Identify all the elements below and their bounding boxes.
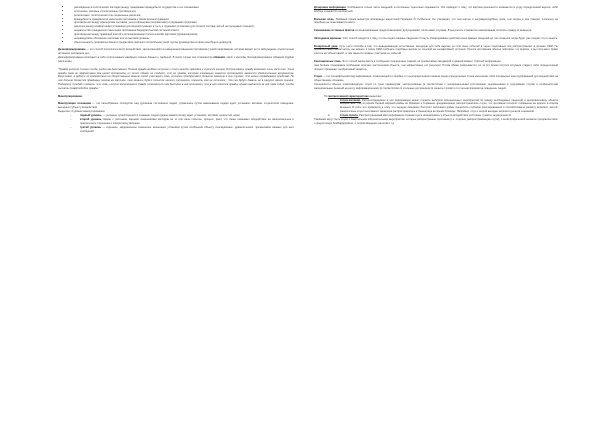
numbered-list [314, 99, 558, 118]
effect-paragraph: Чем больше содержание сообщения отвечает настроениям объекта, тем эффективнее его результат. Потом обман раскрывается, но за это время острота ситуации стадиет, либо определенный процесс принимает необратимый характер. [314, 63, 558, 71]
dosage-paragraph: Дозировка информации. Сообщаются только часть сведений, а остальные тщательно скрываются. Это приводит к тому, что картина реальности искажается в угоду определенной версии, либо вообще становится непонятной. [314, 6, 559, 13]
disinformation-definition: Дезинформирование — это способ психологического воздействия, заключающийся в намеренном введении противника (чужой информации, которая вводит его в заблуждение относительно истинного положения дел. [58, 48, 294, 56]
bullet-item: ■ обеспеченность продовольствием и предметами широкого потребления узкой группы руководства на фоне всеобщего дефицита. [58, 41, 294, 45]
bullet-item: ■ противоречия между офицерским составом, унтер-офицерами (сержантами) и рядовыми солдатами; [58, 21, 294, 25]
bullet-item: ■ недовольство гражданского населения противника бюрократической системой власти; [58, 29, 294, 33]
term-bold: Запоздание времени. [314, 36, 342, 40]
term-bold: Манипуляция сознанием [58, 102, 91, 106]
numbered-item: 1. Слухи-желания. Распространяемые в них информации может служить выбором определенных мероприятий по поводу необходимых сведений и дезорганизовать объекта воздействия. Так, во время Первой мировой войны во Франции и Германии преднамеренно распространялись слухи, что противник потерпит поражение на фронте в скором времени. В итоге это приводило к тому, что нередко ожидание быстрого окончания войны сменялось глубоким разочарованием и способствовало развалу воинских частей. Аналогичные слухи негативного характера распространялись в Ленинграде во время блокады. Например, слух о скорой высадке морского десанта союзников. [328, 98, 558, 114]
term-bold: Слухи [314, 75, 323, 79]
delay-paragraph: Запоздание времени. Этот способ сводится к тому, что бы подать важные сведения оттянуть обнародование действительно важных сведений до того момента, когда будет уже поздно что-то менять. [314, 36, 559, 40]
rumors-definition: Слухи — это специфический вид информации, позволяющей в стихийно и с неупорядоченного канала среди определенных слоев населения, либо специально конструированной для воздействия на общественное сознание. [314, 75, 558, 83]
levels-list [58, 114, 294, 133]
level-item: – второй уровень связан с частными, малыми изменениями взглядов на то или иное событие, процесс, факт, что также оказывает воздействие на эмоциональное и практическое отношение к конкретному явлению; [70, 117, 295, 125]
term-bold: Дезинформирование [58, 48, 86, 52]
term-bold: обманом [213, 56, 226, 60]
closing-paragraph: Таковыми могут быть слухи о смертельном оборонительном мероприятии, которые распространяет противник (т.е. сторона, распространяющая слухи), о катастрофической нехватке продовольствия, о предстоящих бомбардировках, о скором введении налогов и т.д. [314, 117, 558, 125]
manipulation-definition: Манипуляция сознанием — это своеобразное господство над духовным состоянием людей, управление путём навязывания людям идей, установок, мотивов, стереотипов поведения, выгодных субъекту воздействия. [58, 102, 294, 110]
backlash-paragraph: Возвратный удар. Суть этого способа в том, что выведывающие естественно, выгодную для себя версию тех или иных событий в через подставных лиц распространяют в органах СМИ. Не проявляя свою причастность, вы можете в своих СМИ сообщать подобные версии со ссылкой на 'независимый' источник. Пресса противника обычно повторяет эту версию, и вы получаете право считать её 'объективной', в чём имеются прямые участники ее событий. [314, 44, 558, 56]
numbered-item: 2. Слухи-пугала. Распространяемая ими информация отражает цель инициировать у объекта воздействия состояние тревоги, неуверенности. [328, 114, 512, 118]
bullet-item: ■ этнические, расовые и религиозные противоречия; [58, 10, 294, 14]
term-bold: Смешивание истинных фактов [314, 29, 355, 33]
expressive-heading: По экспрессивной характеристике выделяют: [324, 94, 383, 98]
section-heading: Манипулирование. [58, 94, 83, 98]
levels-intro: Выделяют 3 уровня манипулирования: [58, 110, 106, 114]
bullet-list [58, 6, 294, 45]
bullet-item: ■ враждебность гражданского населения противника к своим военнослужащим; [58, 18, 294, 22]
term-bold: Большая ложь. [314, 17, 335, 21]
sensational-lie-paragraph: Сенсационные ложь. Этот способ заключается в сообщении сенсационно ложной, но чрезвычайно ожидаемой и данный момент 'горячей' информации. [314, 60, 502, 64]
term-bold: Дозировка информации. [314, 6, 347, 9]
bullet-item: ■ религиозные, политические или социальные различия; [58, 14, 294, 18]
level-item: – первый уровень — усиление существующих в сознании людей нужных манипулятору идей, установок, мотивов, ценностей, норм; [70, 114, 241, 118]
right-page [314, 6, 558, 126]
deception-paragraph: Дезинформирование включает в себя использование введения ложных данных и сведений. В этом случае оно становится обманом. Цели и методы дезинформирования обманом трудно различимы. [58, 56, 294, 64]
bullet-item: ■ неправедливое обложение налогами или их высокий уровень; [58, 37, 294, 41]
left-page [58, 6, 294, 133]
bullet-item: ■ различия между комфортными условиями для военнослужащих в тылу и трудными условиями для личного состава частей на передовых позициях; [58, 25, 294, 29]
classification-paragraph: Специалисты обычно классифицируют слухи по трем параметрам: экспрессивным (в соответствии с эмоциональными состояниями, выраженными в содержании слухов и особенностями эмоциональных реакций на него), информационному (в соответствии со степенью достоверности сюжета слухов) и по степени влияния на поведение людей. [314, 83, 558, 91]
bullet-item: ■ противоречия между правящей элитой и оппозиционными политическими партиями (организациями); [58, 33, 294, 37]
quote-block: "Правда целиком только тогда, когда она действенна. Полная правда вообще штучное и почти всегда трагедия с хорошим концом. Использовать правду возможно лишь частично. Хотя правда сама не эффективна для целей пропаганды, из этого однако не следует, что не правда, которая изначально кажется пропагандой, является убедительным аргументом. Безусловно, в работе по воздействию на общественное мнение порой участвует ложь, которые приобретают большое значение в тех случаях, что целью оправдывает средство. Но чем больше делается правдивых мазков на картине, тем меньше будет попыток нашего оппонента, исказить сам ее источник... Они же будут давать ее в ракурсе своего мнения. Подчеркну: Следует сказать, что ложь, искусно вплетённая в правду, становится тем быстрее в неё проникнет, что в ней имеется правда, однако выдается за неё сама собой, чтобы сыскать правдоподобие правды." [58, 67, 294, 91]
term-bold: Возвратный удар. [314, 44, 339, 48]
mixing-facts-paragraph: Смешивание истинных фактов со всевозможными предположениями, допущениями, гипотезами, слухами. В результате становится невозможным отличить правду от вымысла. [314, 29, 533, 33]
term-bold: Сенсационные ложь. [314, 60, 342, 64]
level-item: – третий уровень — коренное, кардинальное изменение жизненных установок путем сообщения объекту сенсационных, драматических, чрезвычайно важных для него сообщений. [70, 125, 294, 133]
big-lie-paragraph: Большая ложь. Любимый прием министра пропаганды нацистской Германии Й. Геббельса. Он утверждал, что чем наглее и неправдоподобнее ложь, тем скорее в нее поверят, поскольку на подобное не осмеливаются никто. [314, 17, 558, 25]
bullet-item: ■ расхождение в политических взглядах между гражданами враждебного государства и его союзниками; [58, 6, 294, 10]
